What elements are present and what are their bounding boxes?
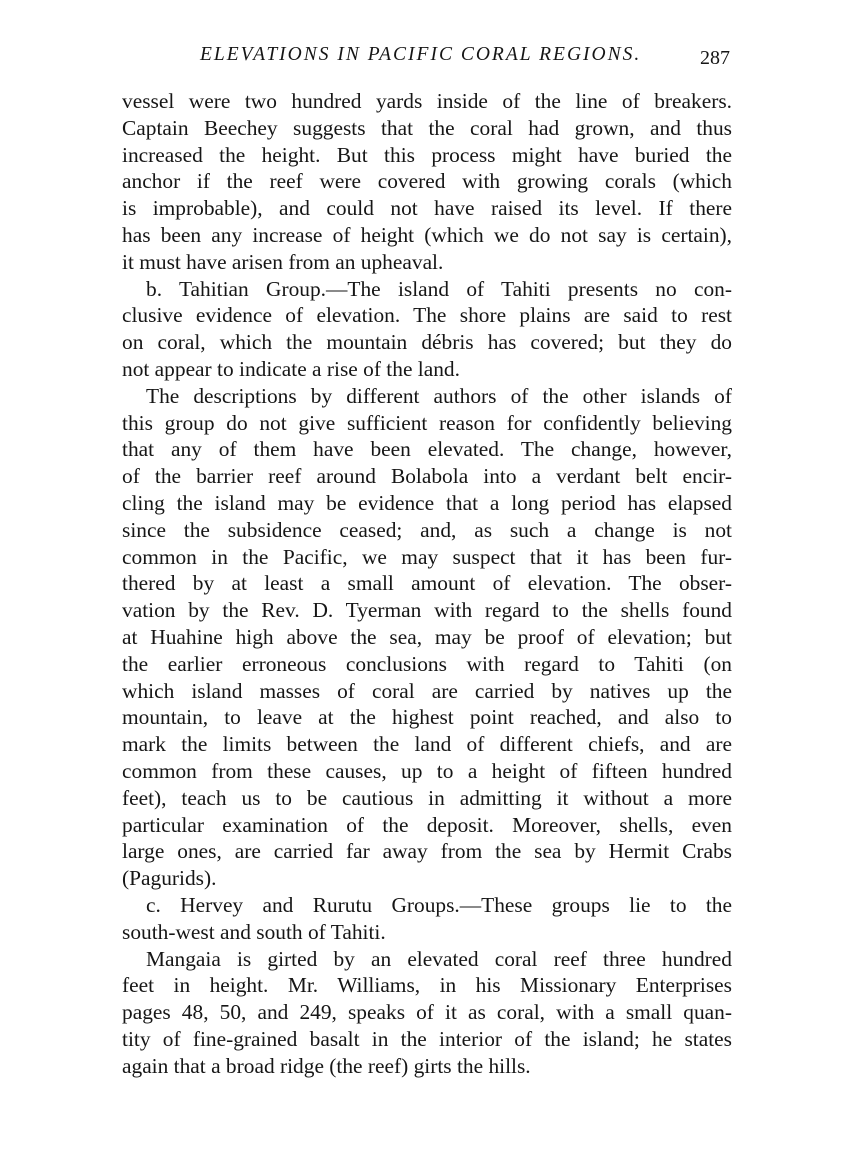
text-line: it must have arisen from an upheaval. (122, 249, 444, 274)
text-line: anchor if the reef were covered with growing corals (which (122, 169, 732, 194)
text-line: of the barrier reef around Bolabola into a verdant belt encir- (122, 464, 732, 489)
text-line: vessel were two hundred yards inside of the line of breakers. (122, 89, 732, 113)
text-line: thered by at least a small amount of elevation. The obser- (122, 571, 732, 596)
text-line: (Pagurids). (122, 866, 217, 891)
text-line: is improbable), and could not have raised its level. If there (122, 196, 732, 221)
text-line: on coral, which the mountain débris has covered; but they do (122, 330, 732, 355)
text-line: cling the island may be evidence that a long period has elapsed (122, 490, 732, 515)
text-line: at Huahine high above the sea, may be proof of elevation; but (122, 624, 732, 649)
text-line: tity of fine-grained basalt in the interior of the island; he states (122, 1026, 732, 1051)
text-line: common from these causes, up to a height of fifteen hundred (122, 758, 732, 783)
text-line: feet), teach us to be cautious in admitting it without a more (122, 785, 732, 810)
text-line: common in the Pacific, we may suspect that it has been fur- (122, 544, 732, 569)
text-line: Mangaia is girted by an elevated coral reef three hundred (146, 946, 732, 971)
text-line: clusive evidence of elevation. The shore plains are said to rest (122, 303, 732, 328)
text-line: not appear to indicate a rise of the land. (122, 356, 460, 381)
text-line: mountain, to leave at the highest point reached, and also to (122, 705, 732, 730)
text-line: increased the height. But this process might have buried the (122, 142, 732, 167)
text-line: has been any increase of height (which we do not say is certain), (122, 222, 732, 247)
text-line: the earlier erroneous conclusions with regard to Tahiti (on (122, 651, 732, 676)
text-line: this group do not give sufficient reason for confidently believing (122, 410, 732, 435)
text-line: again that a broad ridge (the reef) girts the hills. (122, 1053, 531, 1078)
text-line: particular examination of the deposit. Moreover, shells, even (122, 812, 732, 837)
text-line: large ones, are carried far away from the sea by Hermit Crabs (122, 839, 732, 864)
text-line: mark the limits between the land of different chiefs, and are (122, 732, 732, 757)
text-line: The descriptions by different authors of the other islands of (146, 383, 732, 408)
text-line: that any of them have been elevated. The change, however, (122, 437, 732, 462)
text-line: since the subsidence ceased; and, as such a change is not (122, 517, 732, 542)
text-line: which island masses of coral are carried by natives up the (122, 678, 732, 703)
text-line: vation by the Rev. D. Tyerman with regard to the shells found (122, 598, 732, 623)
body-text (122, 88, 732, 1079)
text-line: south-west and south of Tahiti. (122, 919, 386, 944)
running-head (122, 44, 732, 74)
text-line: c. Hervey and Rurutu Groups.—These groups lie to the (146, 892, 732, 917)
text-line: b. Tahitian Group.—The island of Tahiti presents no con- (146, 276, 732, 301)
page-number: 287 (700, 47, 730, 69)
text-line: pages 48, 50, and 249, speaks of it as coral, with a small quan- (122, 1000, 732, 1025)
text-line: feet in height. Mr. Williams, in his Missionary Enterprises (122, 973, 732, 998)
text-line: Captain Beechey suggests that the coral had grown, and thus (122, 115, 732, 140)
running-title: ELEVATIONS IN PACIFIC CORAL REGIONS. (200, 44, 642, 65)
